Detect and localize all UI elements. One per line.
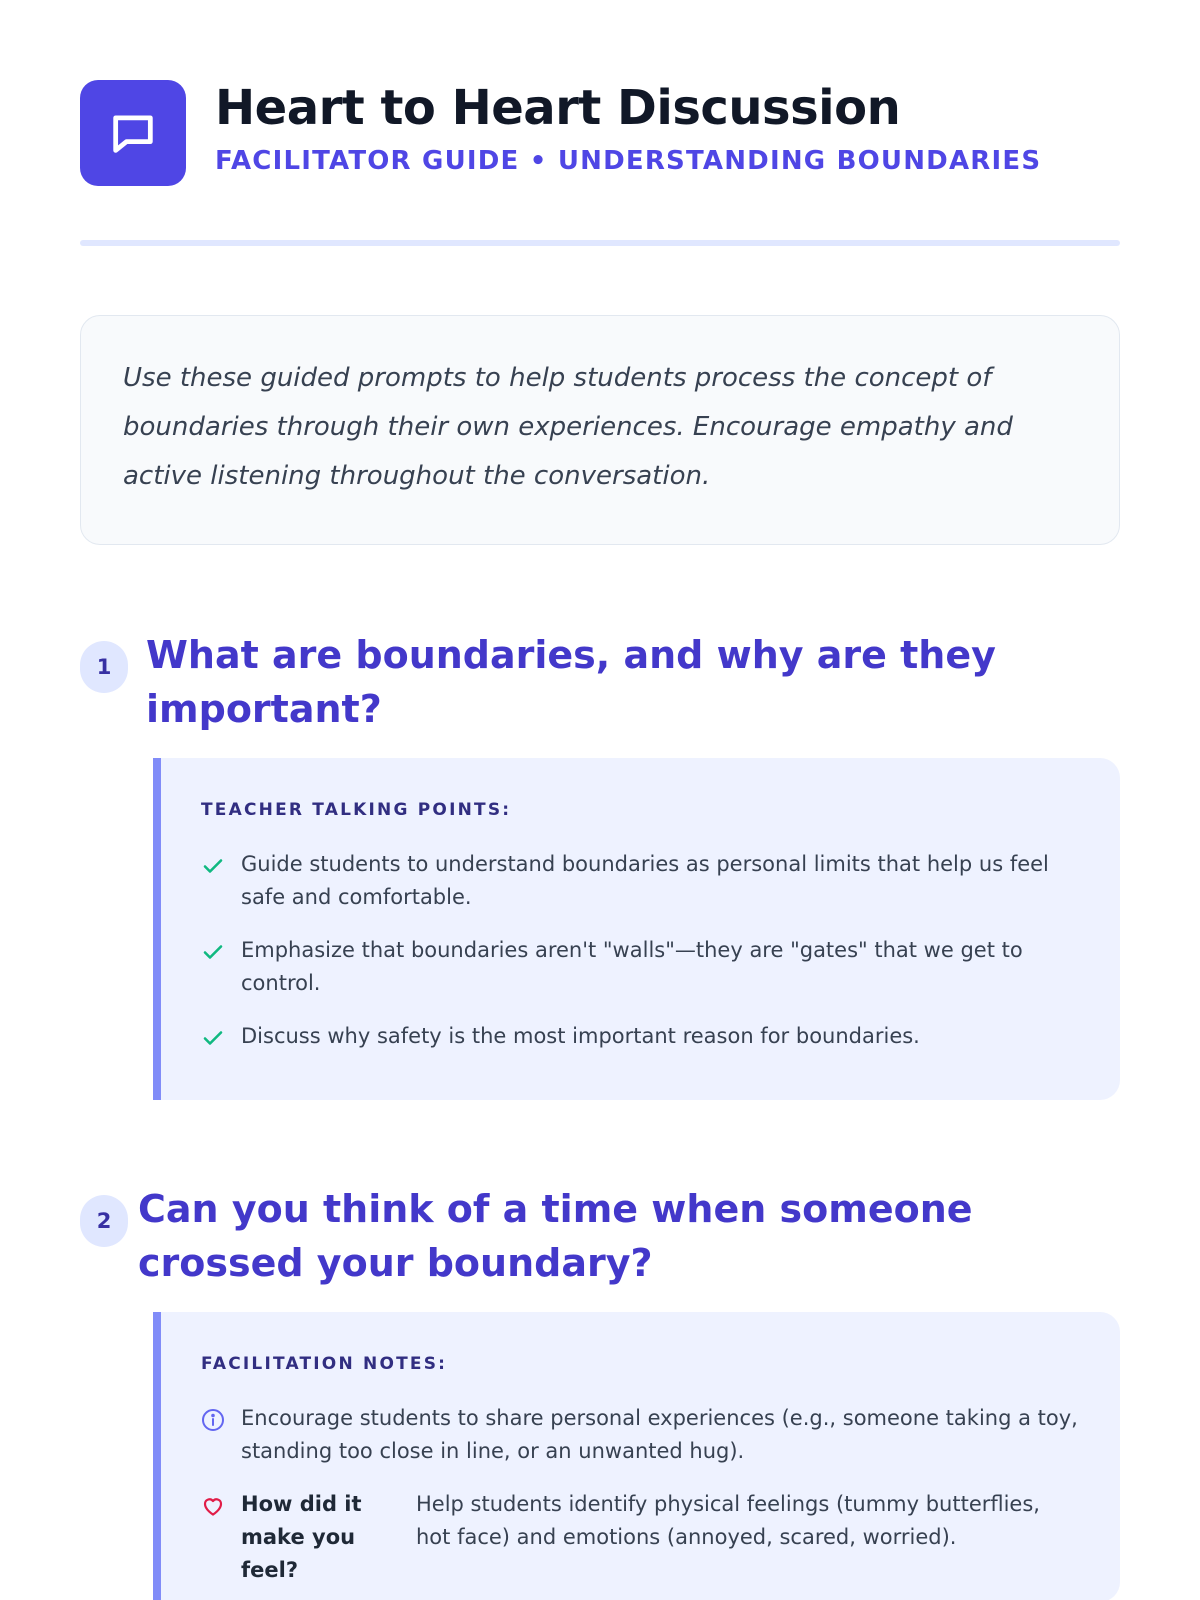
page-title: Heart to Heart Discussion xyxy=(215,80,901,136)
list-item xyxy=(201,1402,1080,1468)
chat-bubble-icon xyxy=(80,80,186,186)
feeling-prompt-label: How did it make you feel? xyxy=(241,1492,362,1582)
heart-icon xyxy=(201,1494,225,1518)
question-number-badge: 1 xyxy=(80,641,128,693)
check-icon xyxy=(201,940,225,964)
question-2-heading xyxy=(80,1182,1120,1292)
check-icon xyxy=(201,854,225,878)
list-item xyxy=(201,1488,1080,1587)
list-item xyxy=(201,934,1080,1000)
info-icon xyxy=(201,1408,225,1432)
list-item-text: Guide students to understand boundaries as personal limits that help us feel safe and comfortable. xyxy=(241,852,1049,909)
page-header xyxy=(80,80,1120,190)
list-item xyxy=(201,848,1080,914)
intro-text: Use these guided prompts to help students process the concept of boundaries through their own experiences. Encourage empathy and active listening throughout the conversation. xyxy=(123,363,1013,491)
list-item xyxy=(201,1020,1080,1053)
notes-label: TEACHER TALKING POINTS: xyxy=(201,800,512,820)
question-number-badge: 2 xyxy=(80,1195,128,1247)
question-title: Can you think of a time when someone crossed your boundary? xyxy=(138,1187,973,1285)
list-item-text: Discuss why safety is the most important reason for boundaries. xyxy=(241,1024,920,1048)
page-subtitle: FACILITATOR GUIDE • UNDERSTANDING BOUNDARIES xyxy=(215,146,1042,176)
notes-label: FACILITATION NOTES: xyxy=(201,1354,448,1374)
list-item-text: Emphasize that boundaries aren't "walls"—they are "gates" that we get to control. xyxy=(241,938,1023,995)
question-1-heading xyxy=(80,628,1120,738)
intro-card xyxy=(80,315,1120,545)
list-item-text: Help students identify physical feelings (tummy butterflies, hot face) and emotions (annoyed, scared, worried). xyxy=(416,1492,1040,1549)
list-item-text: Encourage students to share personal experiences (e.g., someone taking a toy, standing too close in line, or an unwanted hug). xyxy=(241,1406,1078,1463)
header-divider xyxy=(80,240,1120,246)
check-icon xyxy=(201,1026,225,1050)
question-2-notes-panel xyxy=(153,1312,1120,1600)
question-title: What are boundaries, and why are they important? xyxy=(146,633,996,731)
question-1-notes-panel xyxy=(153,758,1120,1100)
